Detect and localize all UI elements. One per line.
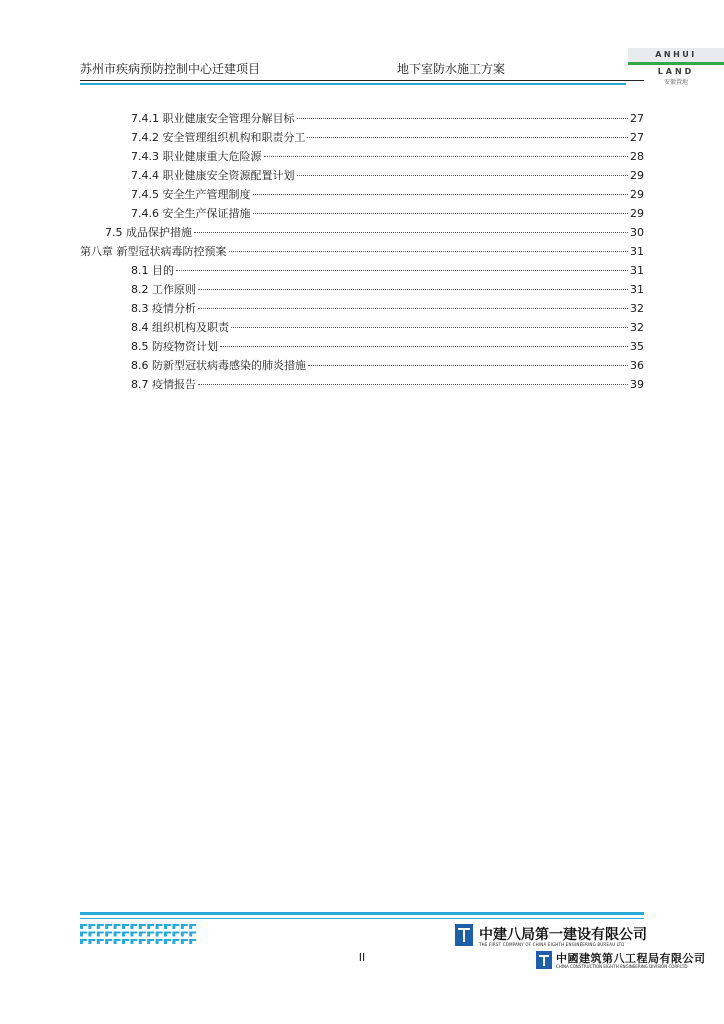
toc-entry-page: 30 (630, 226, 644, 239)
toc-entry[interactable] (131, 300, 644, 318)
toc-dot-leader (253, 194, 629, 195)
toc-dot-leader (176, 270, 628, 271)
toc-dot-leader (198, 289, 628, 290)
toc-entry-title: 8.1 目的 (131, 264, 174, 277)
toc-entry[interactable] (131, 338, 644, 356)
toc-entry[interactable] (131, 357, 644, 375)
toc-entry[interactable] (131, 129, 644, 147)
toc-entry-page: 36 (630, 359, 644, 372)
toc-entry-page: 27 (630, 112, 644, 125)
toc-entry-page: 27 (630, 131, 644, 144)
toc-dot-leader (198, 308, 628, 309)
toc-dot-leader (308, 365, 628, 366)
toc-entry-page: 31 (630, 245, 644, 258)
toc-entry-page: 32 (630, 321, 644, 334)
toc-entry-title: 7.4.5 安全生产管理制度 (131, 188, 251, 201)
toc-entry-title: 7.4.2 安全管理组织机构和职责分工 (131, 131, 306, 144)
header-document-title: 地下室防水施工方案 (397, 62, 506, 76)
toc-entry[interactable] (131, 262, 644, 280)
company-logo-first-company (455, 924, 645, 950)
toc-entry[interactable] (131, 186, 644, 204)
toc-dot-leader (307, 137, 628, 138)
toc-entry-title: 7.5 成品保护措施 (105, 226, 192, 239)
toc-entry[interactable] (131, 281, 644, 299)
company1-name: 中建八局第一建设有限公司 (479, 927, 647, 943)
toc-entry-title: 8.2 工作原则 (131, 283, 196, 296)
toc-entry-title: 7.4.1 职业健康安全管理分解目标 (131, 112, 295, 125)
company2-name: 中國建筑第八工程局有限公司 (556, 952, 706, 965)
toc-dot-leader (198, 384, 628, 385)
toc-entry[interactable] (131, 376, 644, 394)
toc-entry[interactable] (105, 224, 644, 242)
toc-dot-leader (231, 327, 628, 328)
toc-entry-page: 35 (630, 340, 644, 353)
toc-entry-page: 32 (630, 302, 644, 315)
toc-entry[interactable] (131, 148, 644, 166)
toc-entry-title: 8.7 疫情报告 (131, 378, 196, 391)
header-accent-divider (80, 83, 626, 85)
toc-entry-title: 7.4.3 职业健康重大危险源 (131, 150, 262, 163)
toc-entry[interactable] (131, 167, 644, 185)
page-number: II (358, 951, 366, 964)
header-project-name: 苏州市疾病预防控制中心迁建项目 (80, 62, 261, 76)
toc-dot-leader (194, 232, 628, 233)
toc-dot-leader (220, 346, 628, 347)
toc-dot-leader (297, 118, 629, 119)
toc-entry-page: 29 (630, 169, 644, 182)
toc-entry-title: 8.5 防疫物资计划 (131, 340, 218, 353)
footer-divider (80, 912, 644, 915)
company1-english: THE FIRST COMPANY OF CHINA EIGHTH ENGINEERING BUREAU LTD (479, 942, 625, 947)
footer-pattern-decoration (80, 924, 198, 946)
toc-entry-title: 8.4 组织机构及职责 (131, 321, 229, 334)
toc-dot-leader (229, 251, 629, 252)
toc-dot-leader (264, 156, 629, 157)
toc-entry-page: 29 (630, 207, 644, 220)
toc-entry[interactable] (131, 205, 644, 223)
toc-entry-title: 7.4.6 安全生产保证措施 (131, 207, 251, 220)
company2-english: CHINA CONSTRUCTION EIGHTH ENGINEERING DIVISION CORP.LTD (556, 964, 688, 969)
toc-entry-title: 7.4.4 职业健康安全资源配置计划 (131, 169, 295, 182)
header-divider (80, 80, 644, 81)
toc-entry-page: 29 (630, 188, 644, 201)
cscec-emblem-icon (455, 924, 473, 946)
toc-entry[interactable] (131, 319, 644, 337)
toc-entry-page: 39 (630, 378, 644, 391)
toc-entry[interactable] (131, 110, 644, 128)
footer-divider-thin (80, 918, 644, 919)
toc-entry[interactable] (80, 243, 644, 261)
toc-entry-title: 8.3 疫情分析 (131, 302, 196, 315)
toc-entry-page: 28 (630, 150, 644, 163)
toc-dot-leader (297, 175, 629, 176)
cscec-emblem-icon (536, 951, 552, 969)
toc-dot-leader (253, 213, 629, 214)
company-logo-eighth-division (536, 950, 724, 974)
toc-entry-page: 31 (630, 264, 644, 277)
toc-entry-title: 8.6 防新型冠状病毒感染的肺炎措施 (131, 359, 306, 372)
toc-entry-title: 第八章 新型冠状病毒防控预案 (80, 245, 227, 258)
anhui-land-logo: ANHUI LAND 安徽置地 (628, 48, 724, 88)
toc-entry-page: 31 (630, 283, 644, 296)
